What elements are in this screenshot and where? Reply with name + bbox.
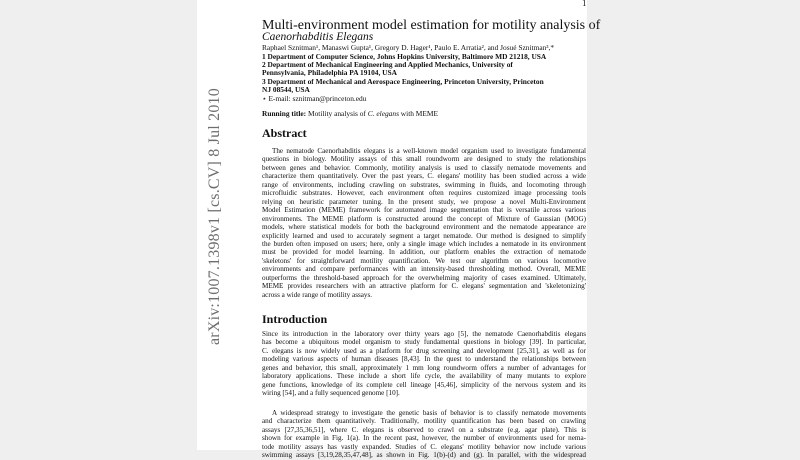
introduction-paragraph-1 (262, 330, 586, 398)
affiliation-3-continued: NJ 08544, USA (262, 85, 310, 94)
intro-line: C. elegans is now widely used as a platform for drug screening and development [25,31], as well as for (262, 346, 586, 355)
intro-line: shown for example in Fig. 1(a). In the recent past, however, the number of environments used for nema- (262, 434, 586, 443)
abstract-line: range of environments, including crawling on substrates, swimming in fluids, and locomoting through (262, 180, 586, 189)
running-title-label: Running title: (262, 109, 307, 118)
running-title-suffix: with MEME (398, 109, 438, 118)
abstract-line: outperforms the threshold-based approach for the overwhelming majority of cases examined. Ultimately, (262, 273, 586, 282)
abstract-line: environments and compare performances with an intensity-based thresholding method. Overall, MEME (262, 265, 586, 274)
intro-line: modeling various aspects of human diseases [8,43]. In the quest to understand the relationships between (262, 355, 586, 364)
intro-line: A widespread strategy to investigate the genetic basis of behavior is to classify nematode movements (272, 409, 586, 417)
page-number: 1 (582, 0, 587, 8)
abstract-line: models, where statistical models for both the background environment and the nematode appearance are (262, 223, 586, 232)
abstract-line: environments. The MEME platform is constructed around the concept of Mixture of Gaussian (MOG) (262, 214, 586, 223)
abstract-heading: Abstract (262, 126, 307, 140)
intro-line: and characterize them quantitatively. Traditionally, motility quantification has been based on crawling (262, 417, 586, 426)
intro-line: has become a ubiquitous model organism to study fundamental questions in biology [39]. In particular, (262, 338, 586, 347)
running-title-text: Motility analysis of (306, 109, 368, 118)
intro-line: swimming assays [3,19,28,35,47,48], as shown in Fig. 1(b)-(d) and (g). In parallel, with the widespread (262, 451, 586, 460)
introduction-paragraph-2 (262, 409, 586, 460)
abstract-line: The nematode Caenorhabditis elegans is a well-known model organism used to investigate fundamental (272, 147, 586, 155)
intro-line: laboratory applications. These include a short life cycle, the availability of many mutants to explore (262, 372, 586, 381)
affiliation-2-continued: Pennsylvania, Philadelphia PA 19104, USA (262, 68, 397, 77)
introduction-heading: Introduction (262, 312, 328, 326)
abstract-line: must be provided for model learning. In addition, our platform enables the extraction of nematode (262, 248, 586, 257)
intro-line: tode motility assays has vastly expanded. Studies of C. elegans' motility behavior now include various (262, 442, 586, 451)
abstract-line: MEME provides researchers with an attractive platform for C. elegans' segmentation and 'skeletonizing' (262, 282, 586, 291)
abstract-line: microfluidic substrates. However, each environment often requires customized image processing tools (262, 189, 586, 198)
affiliation-2: 2 Department of Mechanical Engineering and Applied Mechanics, University of (262, 60, 513, 69)
paper-title-organism: Caenorhabditis Elegans (262, 31, 374, 43)
abstract-line: the burden often imposed on users; here, only a single image which includes a nematode in its environment (262, 239, 586, 248)
corresponding-email: ⋆ E-mail: sznitman@princeton.edu (262, 94, 367, 103)
abstract-body (262, 147, 586, 299)
abstract-line: across a wide range of motility assays. (262, 290, 373, 299)
affiliation-1: 1 Department of Computer Science, Johns Hopkins University, Baltimore MD 21218, USA (262, 52, 547, 61)
running-title (262, 109, 438, 118)
paper-title: Multi-environment model estimation for motility analysis of (262, 18, 601, 33)
abstract-line: 'skeletons' for straightforward motility quantification. We test our algorithm on various locomotive (262, 256, 586, 265)
abstract-line: Model Estimation (MEME) framework for automated image segmentation that is versatile across various (262, 206, 586, 215)
intro-line: gene functions, knowledge of its complete cell lineage [45,46], simplicity of the nervous system and its (262, 380, 586, 389)
abstract-line: relying on heuristic parameter tuning. In the present study, we propose a novel Multi-Environment (262, 197, 586, 206)
intro-line: genes and behavior, this small, approximately 1 mm long roundworm offers a number of advantages for (262, 363, 586, 372)
intro-line: Since its introduction in the laboratory over thirty years ago [5], the nematode Caenorhabditis elegans (262, 330, 586, 338)
affiliation-3: 3 Department of Mechanical and Aerospace Engineering, Princeton University, Princeton (262, 77, 544, 86)
intro-line: wiring [54], and a fully sequenced genome [10]. (262, 389, 400, 398)
author-list: Raphael Sznitman¹, Manaswi Gupta¹, Gregory D. Hager¹, Paulo E. Arratia², and Josué Sznitman³,* (262, 43, 555, 52)
intro-line: assays [27,35,36,51], where C. elegans is observed to crawl on a substrate (e.g. agar plate). This is (262, 425, 586, 434)
abstract-line: between genes and behavior. Commonly, motility analysis is used to classify nematode movements and (262, 163, 586, 172)
abstract-line: explicitly learned and used to accurately segment a target nematode. Our method is designed to simplify (262, 231, 586, 240)
running-title-species: C. elegans (367, 109, 399, 118)
arxiv-identifier-stamp: arXiv:1007.1398v1 [cs.CV] 8 Jul 2010 (206, 88, 223, 345)
abstract-line: questions in biology. Motility assays of this small roundworm are designed to study the relationships (262, 155, 586, 164)
abstract-line: characterize them quantitatively. Over the past years, C. elegans' motility has been studied across a wide (262, 172, 586, 181)
